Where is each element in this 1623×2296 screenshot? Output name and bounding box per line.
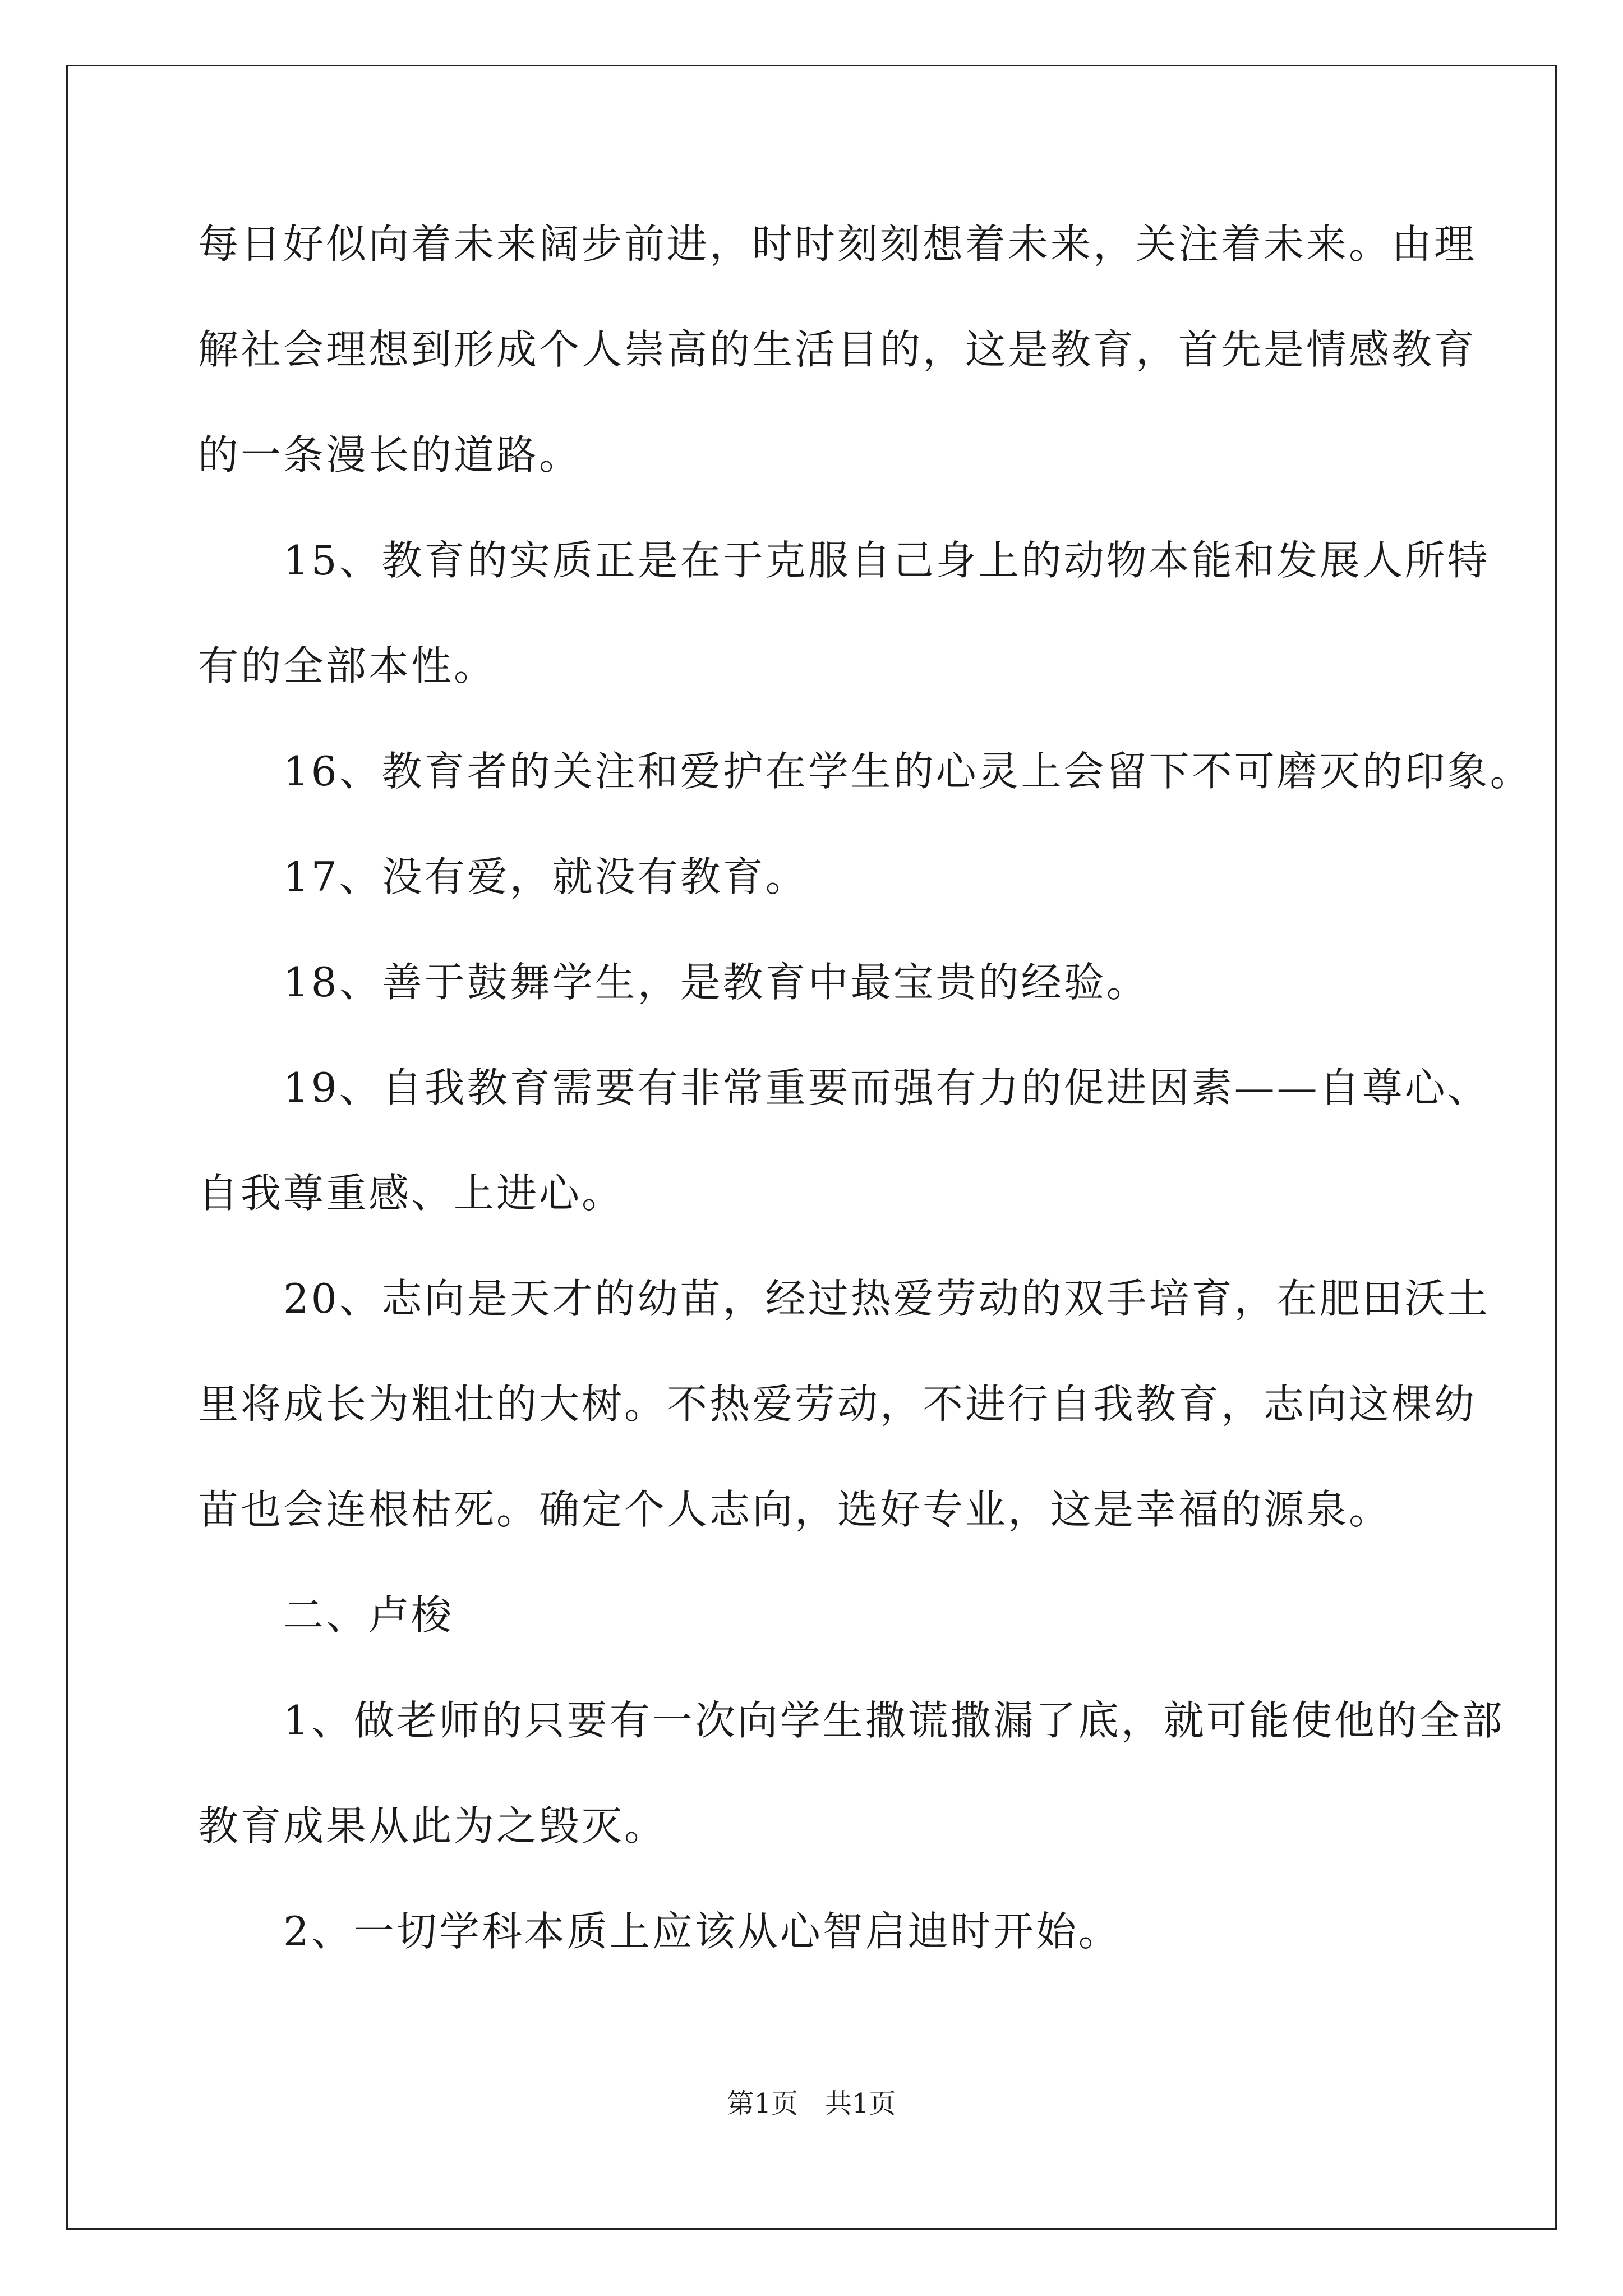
text-line: 有的全部本性。 (198, 642, 497, 689)
text-line: 20、志向是天才的幼苗，经过热爱劳动的双手培育，在肥田沃土 (198, 1275, 1490, 1322)
text-line: 苗也会连根枯死。确定个人志向，选好专业，这是幸福的源泉。 (198, 1486, 1392, 1533)
text-line: 每日好似向着未来阔步前进，时时刻刻想着未来，关注着未来。由理 (198, 220, 1477, 268)
text-line: 16、教育者的关注和爱护在学生的心灵上会留下不可磨灭的印象。 (198, 748, 1533, 795)
text-line: 1、做老师的只要有一次向学生撒谎撒漏了底，就可能使他的全部 (198, 1697, 1505, 1744)
text-line: 2、一切学科本质上应该从心智启迪时开始。 (198, 1908, 1121, 1955)
text-line: 15、教育的实质正是在于克服自己身上的动物本能和发展人所特 (198, 537, 1490, 584)
text-line: 自我尊重感、上进心。 (198, 1170, 625, 1217)
text-line: 解社会理想到形成个人崇高的生活目的，这是教育，首先是情感教育 (198, 326, 1477, 373)
section-heading: 二、卢梭 (198, 1591, 454, 1639)
text-line: 17、没有爱，就没有教育。 (198, 853, 808, 900)
text-line: 里将成长为粗壮的大树。不热爱劳动，不进行自我教育，志向这棵幼 (198, 1381, 1477, 1428)
text-line: 的一条漫长的道路。 (198, 431, 582, 478)
text-line: 19、自我教育需要有非常重要而强有力的促进因素——自尊心、 (198, 1064, 1490, 1111)
page-footer: 第1页 共1页 (727, 2088, 896, 2119)
text-line: 18、善于鼓舞学生，是教育中最宝贵的经验。 (198, 959, 1149, 1006)
text-line: 教育成果从此为之毁灭。 (198, 1802, 667, 1849)
